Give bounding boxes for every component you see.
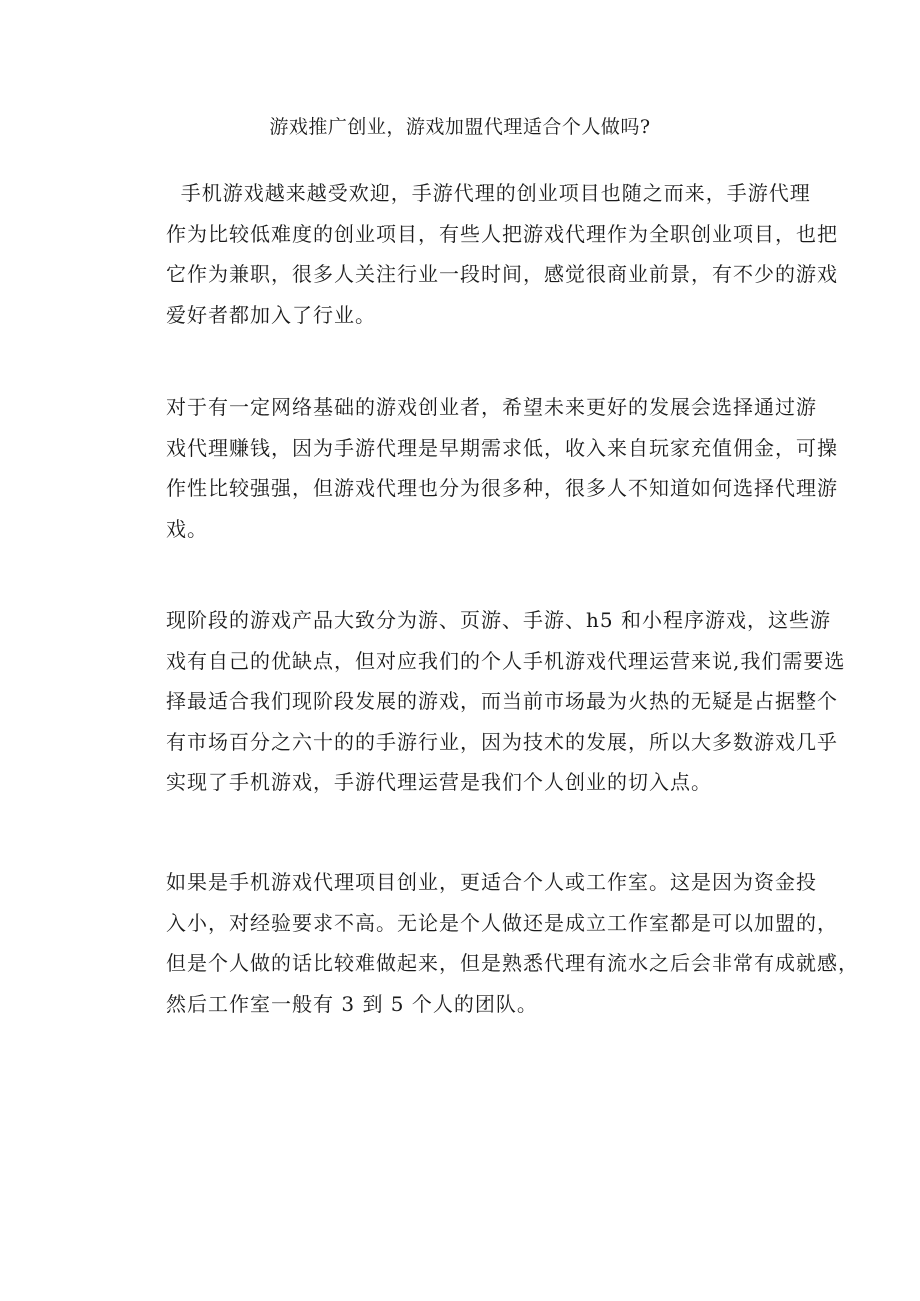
paragraph-4 — [166, 862, 859, 1024]
paragraph-line: 有市场百分之六十的的手游行业，因为技术的发展，所以大多数游戏几乎 — [166, 729, 838, 754]
paragraph-3 — [166, 600, 846, 803]
paragraph-line: 作为比较低难度的创业项目，有些人把游戏代理作为全职创业项目，也把 — [166, 221, 838, 246]
paragraph-line: 戏有自己的优缺点，但对应我们的个人手机游戏代理运营来说,我们需要选 — [166, 648, 846, 673]
document-title: 游戏推广创业，游戏加盟代理适合个人做吗? — [269, 116, 651, 138]
paragraph-line: 如果是手机游戏代理项目创业，更适合个人或工作室。这是因为资金投 — [166, 870, 817, 894]
paragraph-line: 作性比较强强，但游戏代理也分为很多种，很多人不知道如何选择代理游 — [166, 476, 838, 500]
paragraph-1 — [166, 173, 838, 335]
paragraph-line: 择最适合我们现阶段发展的游戏，而当前市场最为火热的无疑是占据整个 — [166, 689, 838, 713]
paragraph-line: 然后工作室一般有 3 到 5 个人的团队。 — [166, 991, 538, 1016]
paragraph-2 — [166, 387, 838, 549]
paragraph-line: 入小，对经验要求不高。无论是个人做还是成立工作室都是可以加盟的， — [166, 910, 838, 935]
paragraph-line: 它作为兼职，很多人关注行业一段时间，感觉很商业前景，有不少的游戏 — [166, 262, 838, 286]
paragraph-line: 爱好者都加入了行业。 — [166, 302, 376, 327]
paragraph-line: 手机游戏越来越受欢迎，手游代理的创业项目也随之而来，手游代理 — [166, 181, 811, 205]
paragraph-line: 戏代理赚钱，因为手游代理是早期需求低，收入来自玩家充值佣金，可操 — [166, 435, 838, 460]
paragraph-line: 现阶段的游戏产品大致分为游、页游、手游、h5 和小程序游戏，这些游 — [166, 608, 831, 632]
paragraph-line: 但是个人做的话比较难做起来，但是熟悉代理有流水之后会非常有成就感， — [166, 951, 859, 975]
paragraph-line: 对于有一定网络基础的游戏创业者，希望未来更好的发展会选择通过游 — [166, 395, 817, 419]
paragraph-line: 戏。 — [166, 516, 208, 541]
paragraph-line: 实现了手机游戏，手游代理运营是我们个人创业的切入点。 — [166, 770, 712, 794]
